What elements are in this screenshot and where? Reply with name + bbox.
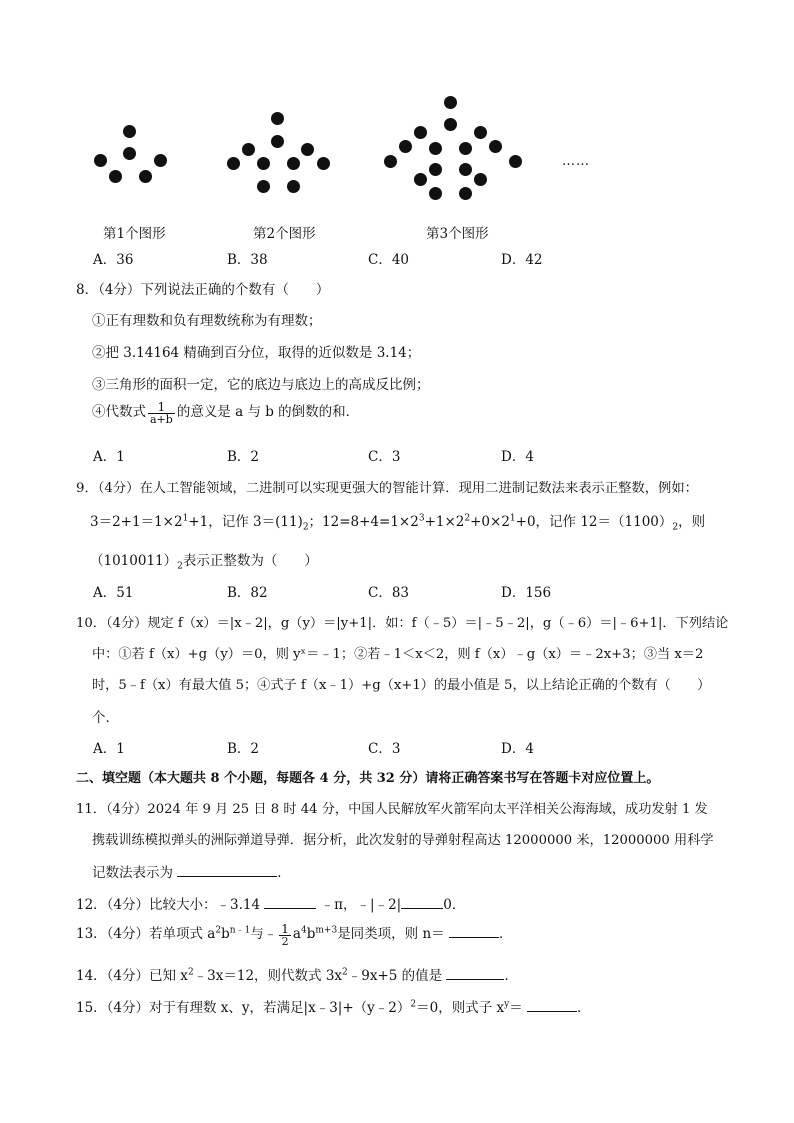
dot (489, 140, 502, 153)
q9-option-b[interactable]: B．82 (227, 585, 268, 601)
q15-a: 15．（4分）对于有理数 x、y，若满足|x﹣3|+（y﹣2） (76, 1000, 411, 1016)
dot (429, 163, 442, 176)
dot (271, 112, 284, 125)
pattern-ellipsis: …… (562, 154, 590, 169)
q9-option-a[interactable]: A．51 (93, 585, 134, 601)
q15-b: ＝0，则式子 x (416, 1000, 505, 1016)
q14-sup2: 2 (342, 967, 348, 978)
q14-d: ． (504, 968, 518, 984)
q13-b: b (221, 926, 230, 942)
dot (384, 155, 397, 168)
q15-d: ． (577, 1000, 591, 1016)
q8-statement-4 (92, 400, 359, 425)
q10-line-2: 中：①若 f（x）+g（y）＝0，则 yˣ＝﹣1；②若﹣1＜x＜2，则 f（x）﹣g（x）＝﹣2x+3；③当 x＝2 (92, 647, 704, 662)
figure-caption-1: 第1个图形 (103, 226, 166, 242)
q8-option-a[interactable]: A．1 (93, 449, 125, 465)
q13-sup2: n﹣1 (229, 925, 251, 936)
q11-l3-text: 记数法表示为 (92, 865, 173, 881)
dot (301, 143, 314, 156)
dot (509, 155, 522, 168)
dot (242, 143, 255, 156)
dot (429, 142, 442, 155)
q8-option-c[interactable]: C．3 (368, 449, 401, 465)
fraction-numerator: 1 (281, 921, 289, 936)
q15-sup2: y (504, 999, 510, 1010)
q10-line-4: 个． (92, 710, 119, 726)
q8-statement-2: ②把 3.14164 精确到百分位，取得的近似数是 3.14； (92, 345, 421, 361)
q7-option-b[interactable]: B．38 (227, 252, 268, 268)
q13-g: ． (498, 926, 513, 942)
dot (414, 173, 427, 186)
q9-l2-d: +1×2 (424, 514, 465, 530)
q8-statement-3: ③三角形的面积一定，它的底边与底边上的高成反比例； (92, 377, 430, 393)
q15-c: ＝ (509, 1000, 523, 1016)
q13-f: 是同类项，则 n＝ (337, 926, 445, 942)
question-13 (76, 922, 512, 947)
dot (271, 135, 284, 148)
dot (257, 180, 270, 193)
dot (459, 187, 472, 200)
q8-s4-prefix: ④代数式 (92, 404, 146, 420)
question-12 (76, 893, 465, 913)
dot (227, 157, 240, 170)
q10-line-3: 时，5﹣f（x）有最大值 5；④式子 f（x﹣1）+g（x+1）的最小值是 5，以上结论正确的个数有（ ） (92, 678, 711, 693)
q12-b: ﹣π，﹣|﹣2| (320, 897, 402, 913)
question-14 (76, 964, 518, 984)
q12-blank-2[interactable] (401, 896, 443, 909)
q10-line-1: 10．（4分）规定 f（x）＝|x﹣2|，g（y）＝|y+1|．如：f（﹣5）＝|﹣5﹣2|，g（﹣6）＝|﹣6+1|．下列结论 (76, 616, 729, 631)
q11-line-1: 11．（4分）2024 年 9 月 25 日 8 时 44 分，中国人民解放军火箭军向太平洋相关公海海域，成功发射 1 发 (76, 802, 708, 817)
q14-b: ﹣3x＝12，则代数式 3x (193, 968, 343, 984)
q9-l2-c-sup: 3 (418, 513, 425, 524)
q13-sup3: 4 (300, 925, 307, 936)
q9-line-1: 9．（4分）在人工智能领域，二进制可以实现更强大的智能计算．现用二进制记数法来表示正整数，例如： (76, 481, 698, 496)
q13-answer-blank[interactable] (449, 925, 499, 938)
q9-l2-f: +0，记作 12＝（1100） (515, 514, 673, 530)
figure-caption-2: 第2个图形 (253, 226, 316, 242)
dot (109, 170, 122, 183)
dot (474, 173, 487, 186)
q8-option-d[interactable]: D．4 (501, 449, 534, 465)
q14-sup1: 2 (187, 967, 194, 978)
q9-l3-a: （1010011） (90, 553, 178, 569)
dot (399, 140, 412, 153)
q14-c: ﹣9x+5 的值是 (347, 968, 443, 984)
q7-option-d[interactable]: D．42 (501, 252, 543, 268)
q13-a: 13．（4分）若单项式 a (76, 926, 216, 942)
q13-d: a (292, 926, 301, 942)
dot (123, 147, 136, 160)
q13-sup1: 2 (215, 925, 222, 936)
dot (444, 118, 457, 131)
dot (94, 154, 107, 167)
dot (139, 170, 152, 183)
q9-line-2 (90, 510, 705, 533)
q9-l2-e: +0×2 (470, 514, 510, 530)
q11-l3-end: ． (277, 865, 291, 881)
q10-option-d[interactable]: D．4 (501, 741, 534, 757)
q11-line-3 (92, 861, 291, 881)
fraction-denominator: 2 (281, 934, 289, 948)
q8-stem: 8．（4分）下列说法正确的个数有（ ） (76, 282, 330, 298)
dot (474, 126, 487, 139)
q9-l2-f-sub: 2 (672, 522, 679, 533)
q8-statement-1: ①正有理数和负有理数统称为有理数； (92, 313, 322, 329)
dot (429, 187, 442, 200)
q9-l2-e-sup: 1 (509, 513, 516, 524)
q9-option-d[interactable]: D．156 (501, 585, 552, 601)
dot (444, 96, 457, 109)
q10-option-a[interactable]: A．1 (93, 741, 125, 757)
q9-option-c[interactable]: C．83 (368, 585, 410, 601)
q7-option-c[interactable]: C．40 (368, 252, 410, 268)
q11-answer-blank[interactable] (177, 864, 277, 877)
q9-l2-c: ；12=8+4=1×2 (308, 514, 419, 530)
q9-l2-b-sub: 2 (302, 522, 309, 533)
q8-s4-suffix: 的意义是 a 与 b 的倒数的和． (176, 404, 360, 420)
dot (414, 126, 427, 139)
q9-l3-b: 表示正整数为（ ） (182, 553, 318, 569)
dot (287, 157, 300, 170)
figure-caption-3: 第3个图形 (426, 226, 489, 242)
fraction-denominator: a+b (150, 412, 173, 426)
dot (257, 157, 270, 170)
dot (459, 163, 472, 176)
dot (459, 142, 472, 155)
q9-line-3 (90, 549, 318, 572)
question-15 (76, 996, 591, 1016)
dot (287, 180, 300, 193)
q11-line-2: 携载训练模拟弹头的洲际弹道导弹．据分析，此次发射的导弹射程高达 12000000 米，12000000 用科学 (92, 833, 714, 848)
q9-l2-a-sup: 1 (182, 513, 189, 524)
q12-c: 0． (443, 897, 466, 913)
q8-option-b[interactable]: B．2 (227, 449, 260, 465)
q9-l3-sub: 2 (177, 561, 183, 572)
dot (123, 125, 136, 138)
q12-a: 12．（4分）比较大小：﹣3.14 (76, 897, 261, 913)
q15-answer-blank[interactable] (527, 999, 577, 1012)
q8-fraction (148, 401, 175, 425)
q13-e: b (306, 926, 316, 942)
q9-l2-d-sup: 2 (464, 513, 471, 524)
q10-option-c[interactable]: C．3 (368, 741, 401, 757)
q14-a: 14．（4分）已知 x (76, 968, 188, 984)
q7-option-a[interactable]: A．36 (93, 252, 134, 268)
dot (154, 154, 167, 167)
q15-sup1: 2 (410, 999, 417, 1010)
q9-l2-a: 3＝2+1＝1×2 (90, 514, 183, 530)
q9-l2-g: ，则 (678, 514, 706, 530)
q9-l2-b: +1，记作 3＝(11) (188, 514, 303, 530)
section-2-heading: 二、填空题（本大题共 8 个小题，每题各 4 分，共 32 分）请将正确答案书写在答题卡对应位置上。 (76, 771, 660, 786)
dot (317, 157, 330, 170)
q14-answer-blank[interactable] (446, 967, 504, 980)
q10-option-b[interactable]: B．2 (227, 741, 260, 757)
q12-blank-1[interactable] (264, 896, 316, 909)
q13-c: 与﹣ (250, 926, 278, 942)
fraction-numerator: 1 (148, 401, 175, 414)
q13-fraction (279, 923, 291, 947)
q13-sup4: m+3 (315, 925, 338, 936)
